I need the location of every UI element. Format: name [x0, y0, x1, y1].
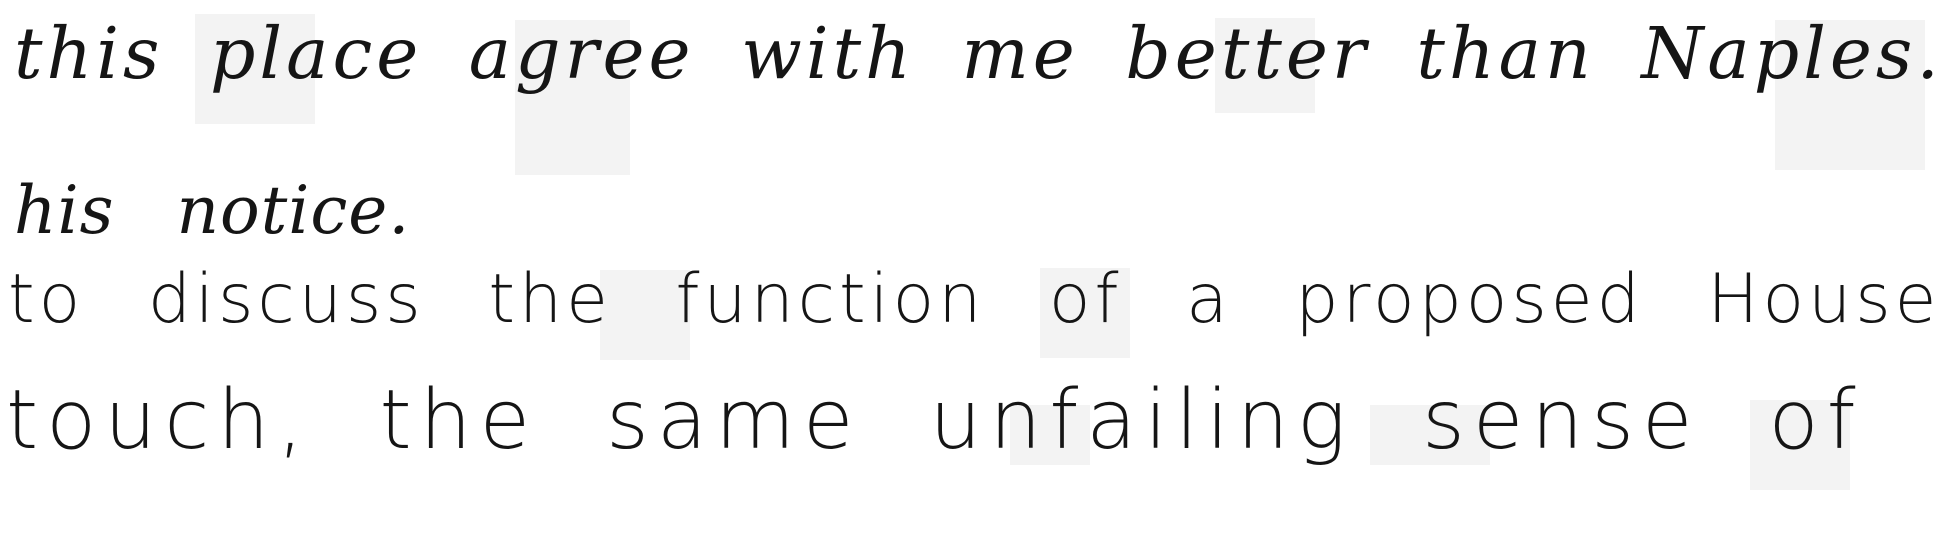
handwritten-line-1: this place agree with me better than Naples. [14, 12, 1943, 95]
handwritten-line-2: his notice. [14, 172, 411, 249]
handwritten-line-4: touch, the same unfailing sense of [6, 373, 1864, 468]
handwritten-line-3: to discuss the function of a proposed House [8, 260, 1941, 339]
